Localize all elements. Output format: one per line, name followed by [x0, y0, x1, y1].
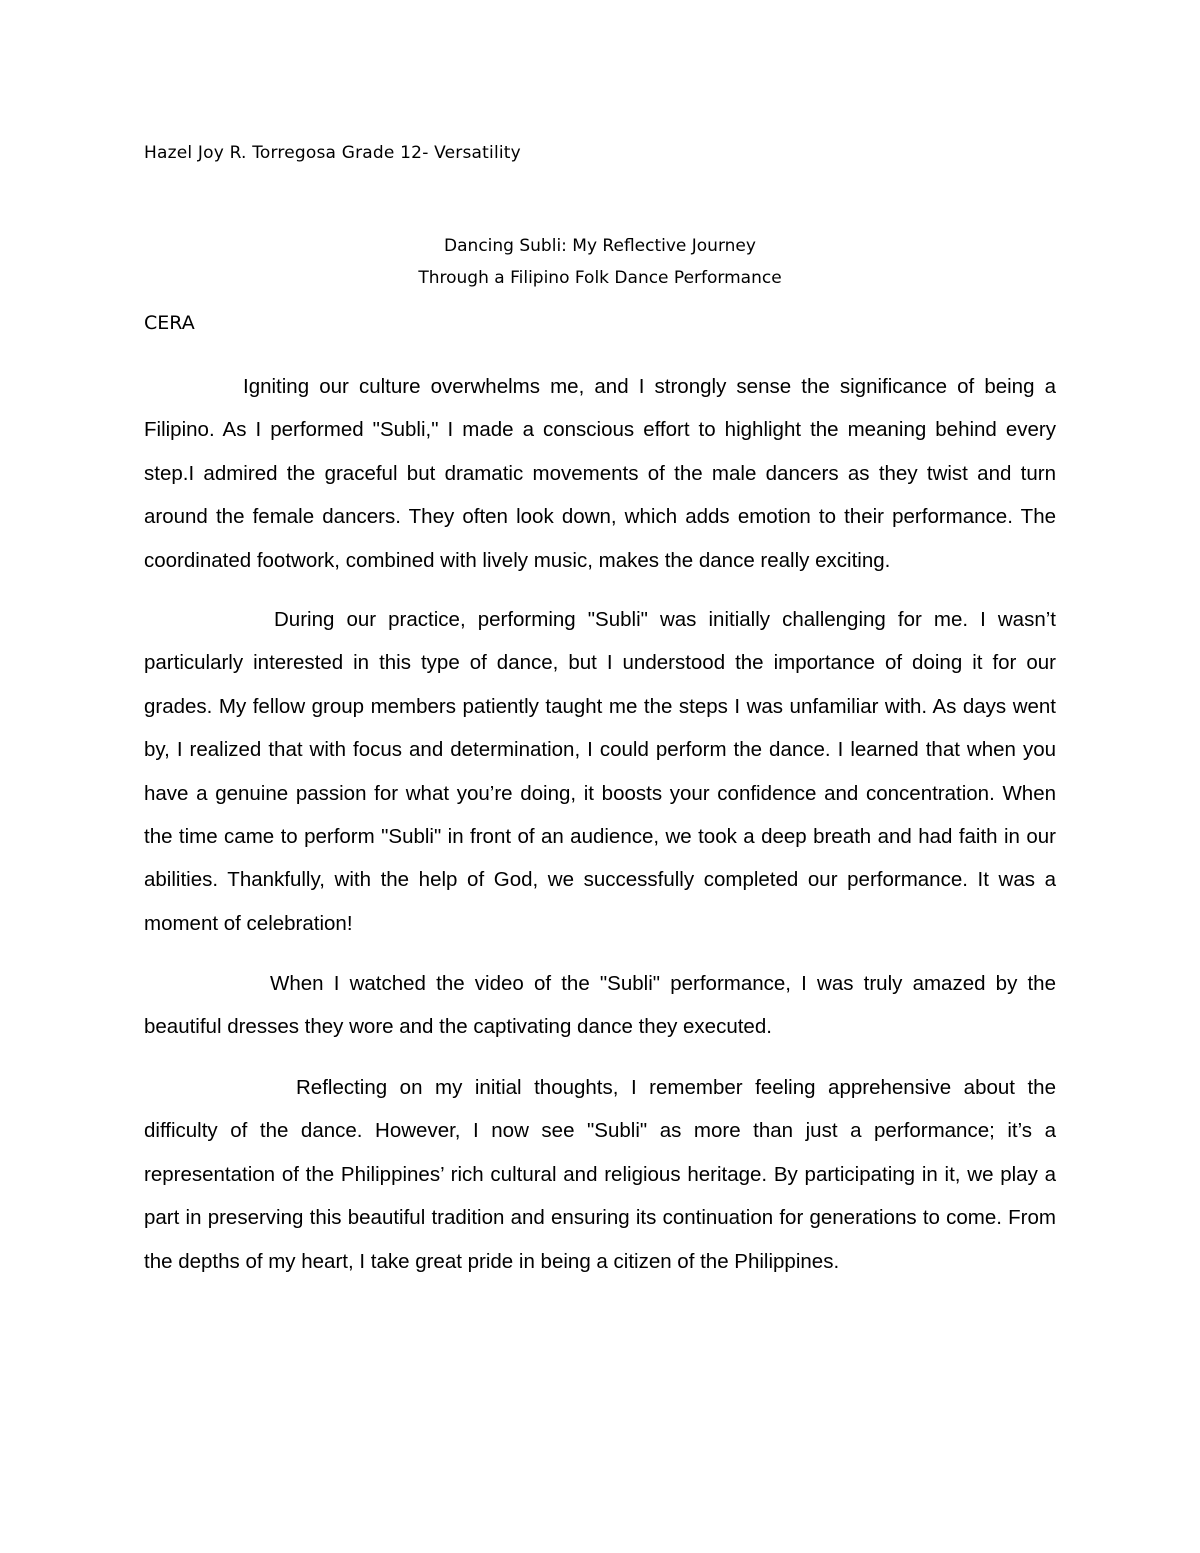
author-line: Hazel Joy R. Torregosa Grade 12- Versatility	[144, 143, 521, 163]
paragraph-3: When I watched the video of the "Subli" performance, I was truly amazed by the beautiful dresses they wore and the captivating dance they executed.	[144, 972, 1056, 1039]
title-line-2: Through a Filipino Folk Dance Performance	[418, 268, 782, 288]
paragraph-4: Reflecting on my initial thoughts, I remember feeling apprehensive about the difficulty of the dance. However, I now see "Subli" as more than just a performance; it’s a representation of the Philippines’ rich cultural and religious heritage. By participating in it, we play a part in preserving this beautiful tradition and ensuring its continuation for generations to come. From the depths of my heart, I take great pride in being a citizen of the Philippines.	[144, 1076, 1056, 1273]
paragraph-2: During our practice, performing "Subli" was initially challenging for me. I wasn’t particularly interested in this type of dance, but I understood the importance of doing it for our grades. My fellow group members patiently taught me the steps I was unfamiliar with. As days went by, I realized that with focus and determination, I could perform the dance. I learned that when you have a genuine passion for what you’re doing, it boosts your confidence and concentration. When the time came to perform "Subli" in front of an audience, we took a deep breath and had faith in our abilities. Thankfully, with the help of God, we successfully completed our performance. It was a moment of celebration!	[144, 608, 1056, 935]
paragraph-1: Igniting our culture overwhelms me, and I strongly sense the significance of being a Filipino. As I performed "Subli," I made a conscious effort to highlight the meaning behind every step.I admired the graceful but dramatic movements of the male dancers as they twist and turn around the female dancers. They often look down, which adds emotion to their performance. The coordinated footwork, combined with lively music, makes the dance really exciting.	[144, 375, 1056, 572]
document-title	[300, 230, 900, 294]
section-label: CERA	[144, 312, 195, 334]
title-line-1: Dancing Subli: My Reflective Journey	[444, 236, 756, 256]
